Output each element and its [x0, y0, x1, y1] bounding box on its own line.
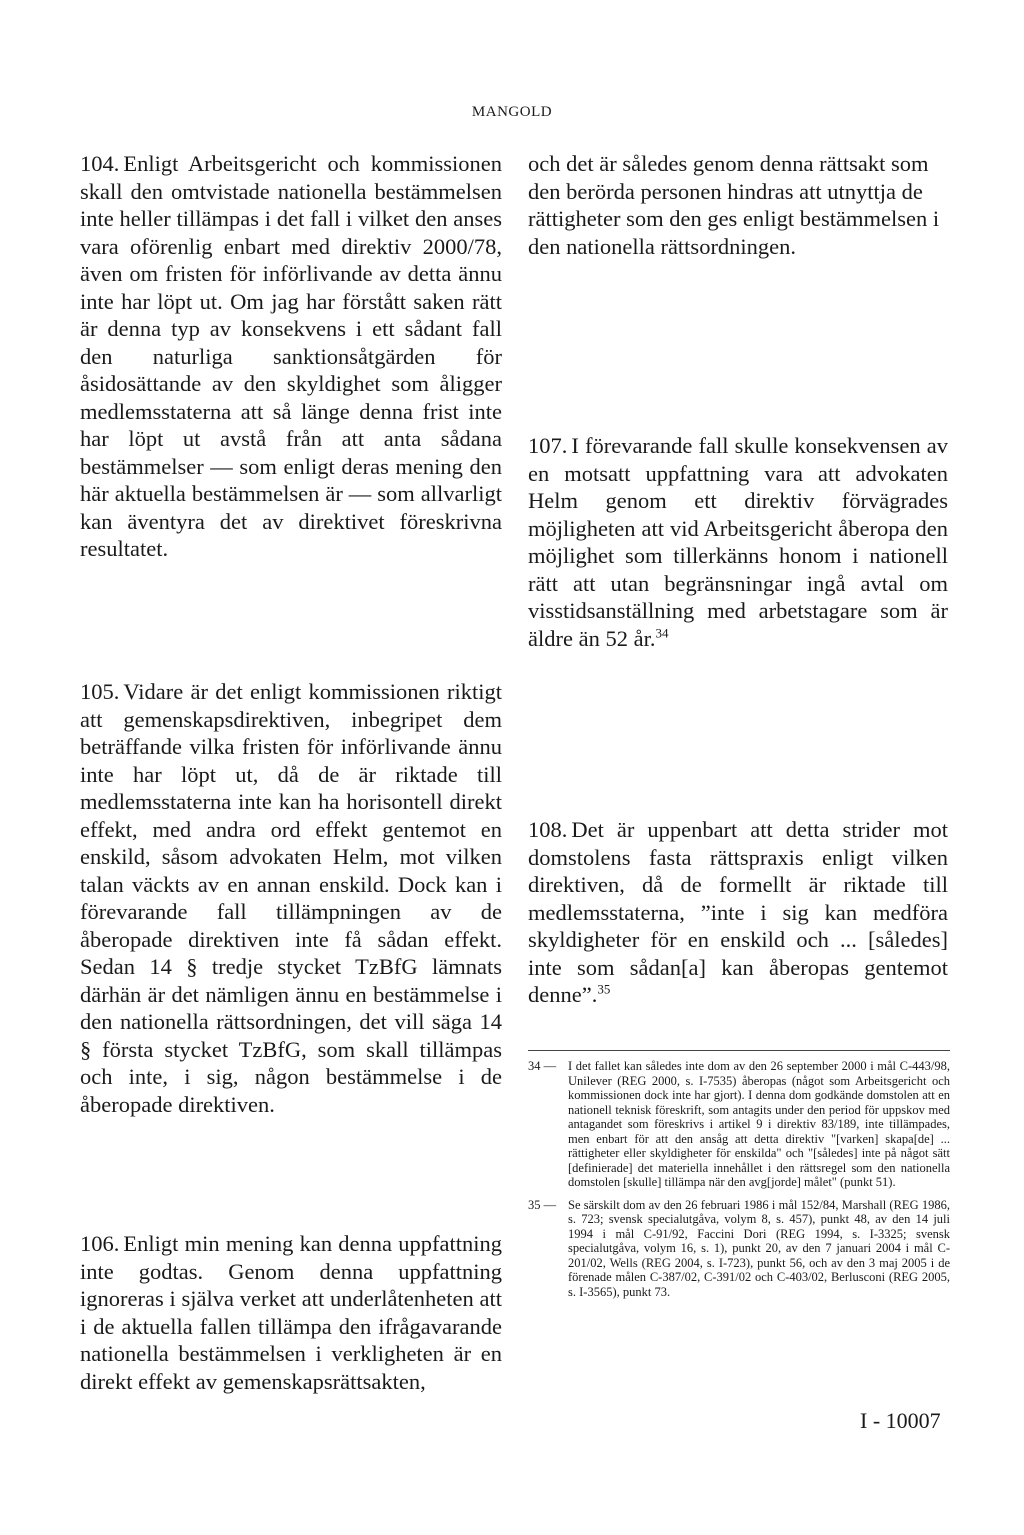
footnote-text: I det fallet kan således inte dom av den 26 september 2000 i mål C-443/98, Unilever (REG 2000, s. I-7535) åberopas (något som Arbeitsgericht och kommissionen dock inte har gjort). I denna dom godkände domstolen att en nationell teknisk föreskrift, som antagits under den period för uppskov med antagandet som föreskrivs i artikel 9 i direktiv 83/189, inte tillämpades, men enbart för att den ansåg att detta direktiv "[varken] skapa[de] ... rättigheter eller skyldigheter för enskilda" och "[således] inte på något sätt [definierade] det materiella innehållet i den rättsregel som den nationella domstolen [skulle] tillämpa när den avg[jorde] målet" (punkt 51). — [568, 1059, 950, 1189]
paragraph-105 — [80, 678, 502, 1118]
footnote-ref-35[interactable]: 35 — [597, 981, 611, 997]
running-header: MANGOLD — [471, 104, 553, 120]
footnote-35 — [528, 1198, 950, 1300]
paragraph-108 — [528, 816, 948, 1009]
paragraph-number: 104. — [80, 151, 120, 176]
paragraph-text: Det är uppenbart att detta strider mot domstolens fasta rättspraxis enligt vilken direktiven, då de formellt är riktade till medlemsstaterna, ”inte i sig kan medföra skyldigheter för en enskild och ... [således] inte som sådan[a] kan åberopas gentemot denne”. — [528, 817, 948, 1007]
paragraph-text: och det är således genom denna rättsakt som den berörda personen hindras att utnyttja de rättigheter som den ges enligt bestämmelsen i den nationella rättsordningen. — [528, 151, 940, 259]
paragraph-106-continuation — [528, 150, 948, 260]
footnote-text: Se särskilt dom av den 26 februari 1986 i mål 152/84, Marshall (REG 1986, s. 723; svensk specialutgåva, volym 8, s. 457), punkt 48, av den 14 juli 1994 i mål C-91/92, Faccini Dori (REG 1994, s. I-3325; svensk specialutgåva, volym 16, s. 1), punkt 20, av den 7 januari 2004 i mål C-201/02, Wells (REG 2004, s. I-723), punkt 56, och av den 3 maj 2005 i de förenade målen C-387/02, C-391/02 och C-403/02, Berlusconi (REG 2005, s. I-3565), punkt 73. — [568, 1197, 950, 1299]
paragraph-107 — [528, 432, 948, 652]
paragraph-number: 108. — [528, 817, 568, 842]
paragraph-number: 106. — [80, 1231, 120, 1256]
footnote-number: 34 — — [528, 1059, 557, 1073]
paragraph-text: I förevarande fall skulle konsekvensen av en motsatt uppfattning vara att advokaten Helm genom ett direktiv förvägrades möjligheten att vid Arbeitsgericht åberopa den möjlighet som tillerkänns honom i nationell rätt att utan begränsningar ingå avtal om visstidsanställning med arbetstagare som är äldre än 52 år. — [528, 433, 948, 651]
paragraph-106 — [80, 1230, 502, 1395]
paragraph-number: 105. — [80, 679, 120, 704]
paragraph-text: Vidare är det enligt kommissionen riktigt att gemenskapsdirektiven, inbegripet dem beträffande vilka fristen för införlivande ännu inte har löpt ut, då de är riktade till medlemsstaterna inte kan ha horisontell direkt effekt, med andra ord effekt gentemot en enskild, såsom advokaten Helm, mot vilken talan väckts av en annan enskild. Dock kan i förevarande fall tillämpningen av de åberopade direktiven inte få sådan effekt. Sedan 14 § tredje stycket TzBfG lämnats därhän är det nämligen ännu en bestämmelse i den nationella rättsordningen, det vill säga 14 § första stycket TzBfG, som skall tillämpas och inte, i sig, någon bestämmelse i de åberopade direktiven. — [80, 679, 502, 1117]
footnotes-section — [528, 1050, 950, 1307]
footnote-ref-34[interactable]: 34 — [655, 625, 669, 640]
paragraph-text: Enligt min mening kan denna uppfattning inte godtas. Genom denna uppfattning ignoreras i själva verket att underlåtenheten att i de aktuella fallen tillämpa den ifrågavarande nationella bestämmelsen i verkligheten är en direkt effekt av gemenskapsrättsakten, — [80, 1231, 502, 1394]
paragraph-104 — [80, 150, 502, 563]
paragraph-number: 107. — [528, 433, 568, 458]
footnote-number: 35 — — [528, 1197, 557, 1212]
footnote-34 — [528, 1059, 950, 1190]
paragraph-text: Enligt Arbeitsgericht och kommissionen skall den omtvistade nationella bestämmelsen inte heller tillämpas i det fall i vilket den anses vara oförenlig enbart med direktiv 2000/78, även om fristen för införlivande av detta ännu inte har löpt ut. Om jag har förstått saken rätt är denna typ av konsekvens i ett sådant fall den naturliga sanktionsåtgärden för åsidosättande av den skyldighet som åligger medlemsstaterna att så länge denna frist inte har löpt ut avstå från att anta sådana bestämmelser — som enligt deras mening den här aktuella bestämmelsen är — som allvarligt kan äventyra det av direktivet föreskrivna resultatet. — [80, 151, 502, 561]
page-number: I - 10007 — [860, 1408, 941, 1433]
